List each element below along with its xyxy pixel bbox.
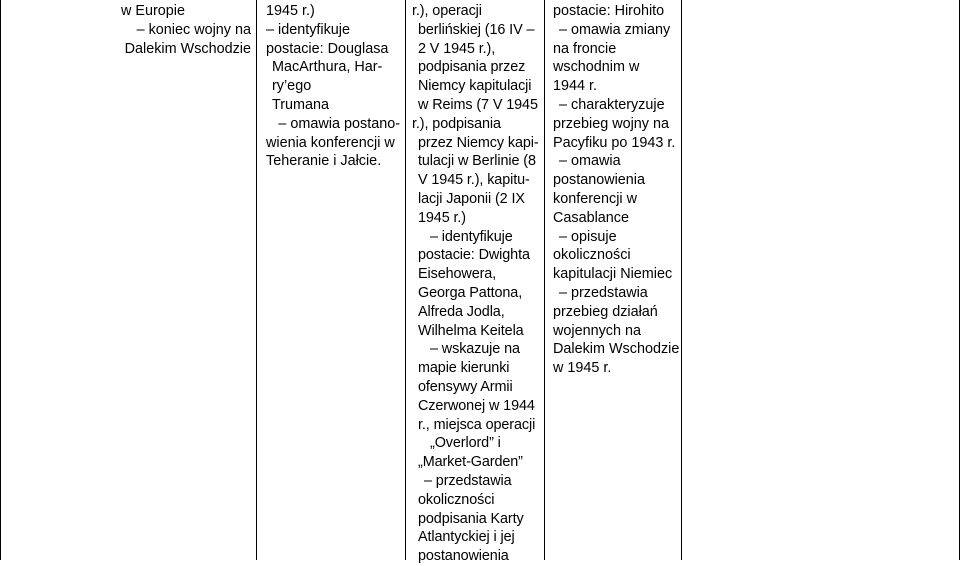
cell-text-line: r.), podpisania xyxy=(412,115,501,132)
column-divider xyxy=(681,0,682,560)
cell-text-line: Pacyfiku po 1943 r. xyxy=(553,134,676,151)
cell-column-2 xyxy=(260,2,400,171)
column-divider xyxy=(0,0,1,560)
column-divider xyxy=(256,0,257,560)
cell-text-line: – omawia zmiany xyxy=(559,21,671,38)
cell-text-line: 1945 r.) xyxy=(418,209,466,226)
cell-text-line: MacArthura, Har- xyxy=(272,59,383,76)
cell-text-line: lacji Japonii (2 IX xyxy=(418,190,525,207)
column-divider xyxy=(544,0,545,560)
cell-column-1 xyxy=(101,2,251,58)
cell-text-line: wojennych na xyxy=(553,322,642,339)
cell-text-line: – identyfikuje xyxy=(266,21,350,38)
cell-text-line: „Overlord” i xyxy=(430,435,501,452)
cell-text-line: Eisehowera, xyxy=(418,266,497,283)
cell-text-line: tulacji w Berlinie (8 xyxy=(418,153,536,170)
cell-text-line: w Europie xyxy=(121,3,185,19)
cell-text-line: Trumana xyxy=(272,96,330,113)
cell-text-line: Niemcy kapitulacji xyxy=(418,78,532,95)
cell-text-line: 1944 r. xyxy=(553,78,598,95)
cell-text-line: Alfreda Jodla, xyxy=(418,303,505,320)
cell-text-line: wschodnim w xyxy=(553,59,640,76)
cell-text-line: przez Niemcy kapi- xyxy=(418,134,539,151)
cell-text-line: Georga Pattona, xyxy=(418,284,523,301)
cell-text-line: – charakteryzuje xyxy=(559,96,665,113)
cell-column-3 xyxy=(412,2,542,566)
cell-text-line: na froncie xyxy=(553,40,617,57)
cell-text-line: ofensywy Armii xyxy=(418,378,513,395)
cell-text-line: okoliczności xyxy=(553,247,631,264)
cell-text-line: Czerwonej w 1944 xyxy=(418,397,535,414)
cell-text-line: przebieg wojny na xyxy=(553,115,669,132)
cell-text-line: mapie kierunki xyxy=(418,360,510,377)
cell-text-line: postanowienia xyxy=(418,548,509,565)
cell-text-line: postacie: Hirohito xyxy=(553,3,665,19)
cell-text-line: 1945 r.) xyxy=(266,3,315,19)
cell-text-line: – opisuje xyxy=(559,228,617,245)
cell-text-line: w 1945 r. xyxy=(553,360,612,377)
column-divider xyxy=(405,0,406,560)
cell-text-line: wienia konferencji w xyxy=(266,134,395,151)
cell-text-line: – omawia xyxy=(559,153,621,170)
cell-text-line: – wskazuje na xyxy=(430,341,520,358)
cell-text-line: Dalekim Wschodzie xyxy=(124,40,251,57)
cell-text-line: podpisania przez xyxy=(418,59,526,76)
cell-text-line: r., miejsca operacji xyxy=(418,416,536,433)
cell-text-line: Wilhelma Keitela xyxy=(418,322,524,339)
cell-text-line: postanowienia xyxy=(553,172,646,189)
cell-text-line: r.), operacji xyxy=(412,3,482,19)
cell-text-line: 2 V 1945 r.), xyxy=(418,40,496,57)
cell-text-line: – identyfikuje xyxy=(430,228,513,245)
cell-text-line: Casablance xyxy=(553,209,630,226)
cell-text-line: Dalekim Wschodzie xyxy=(553,341,680,358)
cell-text-line: ry’ego xyxy=(272,78,312,95)
cell-text-line: kapitulacji Niemiec xyxy=(553,266,673,283)
cell-text-line: – koniec wojny na xyxy=(136,21,251,38)
cell-text-line: „Market-Garden” xyxy=(418,454,523,471)
cell-text-line: Teheranie i Jałcie. xyxy=(266,153,382,170)
cell-text-line: – przedstawia xyxy=(559,284,648,301)
cell-text-line: V 1945 r.), kapitu- xyxy=(418,172,530,189)
cell-text-line: podpisania Karty xyxy=(418,510,524,527)
cell-text-line: przebieg działań xyxy=(553,303,658,320)
cell-column-4 xyxy=(553,2,679,378)
cell-text-line: w Reims (7 V 1945 xyxy=(418,96,538,113)
cell-text-line: – omawia postano- xyxy=(278,115,400,132)
cell-text-line: postacie: Dwighta xyxy=(418,247,530,264)
cell-text-line: – przedstawia xyxy=(424,472,512,489)
cell-text-line: postacie: Douglasa xyxy=(266,40,389,57)
cell-text-line: okoliczności xyxy=(418,491,495,508)
cell-text-line: konferencji w xyxy=(553,190,637,207)
cell-text-line: berlińskiej (16 IV – xyxy=(418,21,535,38)
cell-text-line: Atlantyckiej i jej xyxy=(418,529,515,546)
